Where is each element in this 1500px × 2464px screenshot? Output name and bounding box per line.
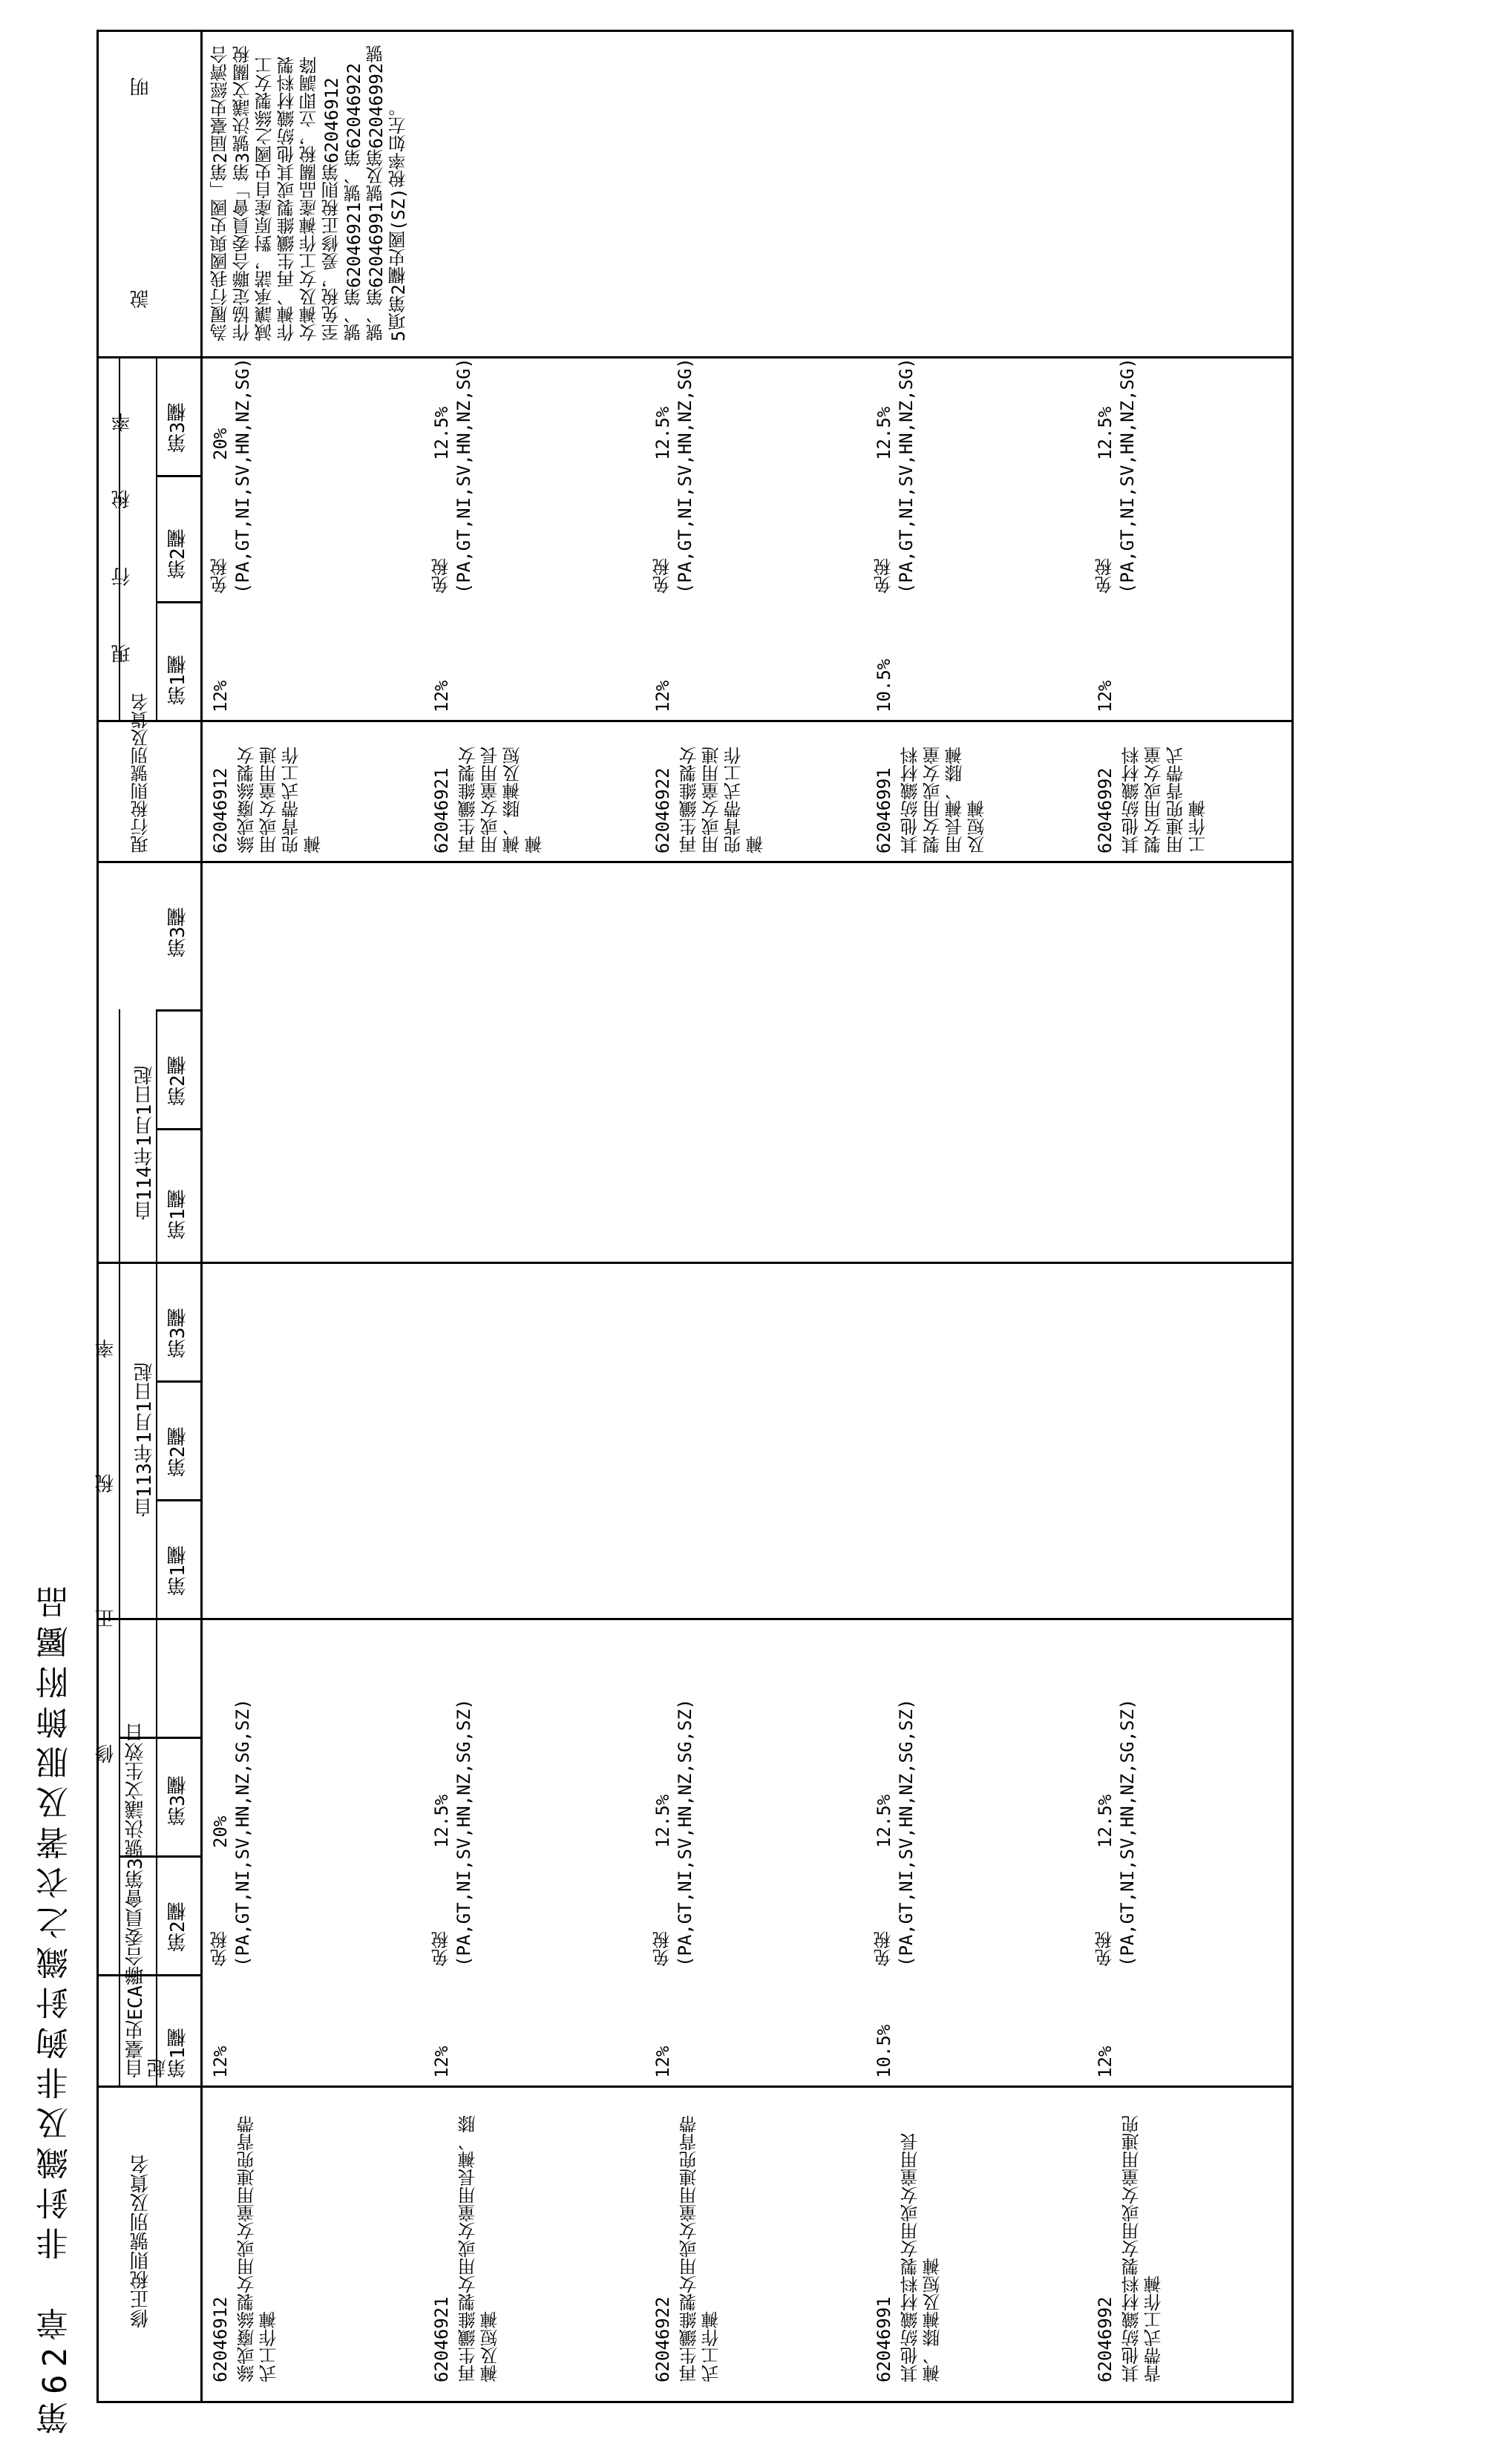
- header-col3: 第3欄: [167, 402, 189, 453]
- row5-c3: 12.5%: [1095, 1794, 1116, 1848]
- row2-current-code: 62046921: [431, 767, 452, 853]
- row2-code: 62046921: [431, 2296, 452, 2382]
- row4-current-c3: 12.5%: [874, 406, 894, 460]
- header-col2: 第2欄: [167, 528, 189, 579]
- row1-c3: 20%: [210, 1815, 231, 1848]
- row1-c1: 12%: [210, 2045, 231, 2078]
- row2-current-c2: 免稅(PA,GT,NI,SV,HN,NZ,SG): [431, 358, 474, 594]
- row4-current-c1: 10.5%: [874, 658, 894, 712]
- header-col2: 第2欄: [167, 1055, 189, 1106]
- row5-name: 其他紡織材料製女用或女童用連兜背帶式工作褲: [1121, 2115, 1165, 2382]
- row2-current-name: 再生纖維製女用或女童用長褲、膝褲及短褲: [458, 747, 546, 853]
- row5-c2: 免稅(PA,GT,NI,SV,HN,NZ,SG,SZ): [1095, 1698, 1138, 1967]
- row1-c2: 免稅(PA,GT,NI,SV,HN,NZ,SG,SZ): [210, 1698, 253, 1967]
- header-col3: 第3欄: [167, 1775, 189, 1826]
- row1-code: 62046912: [210, 2296, 231, 2382]
- row5-current-code: 62046992: [1095, 767, 1116, 853]
- header-revised-rate: 修 正 稅 率: [95, 1339, 117, 1763]
- row2-c2: 免稅(PA,GT,NI,SV,HN,NZ,SG,SZ): [431, 1698, 474, 1967]
- row1-current-c3: 20%: [210, 427, 231, 460]
- header-col2: 第2欄: [167, 1901, 189, 1952]
- row4-code: 62046991: [874, 2296, 894, 2382]
- remarks-text: 為履行我國與史國「第2屆臺史經濟合作協定聯合委員會」第3號決議文關稅減讓承諾，對原產自史國之絲製女工作褲、再生纖維製或其他紡織材料製女褲及女工作褲產品關稅，立即調降至免稅，爰修正稅則第62046912號、第62046921號、第62046922號、第62046991號及第62046992號5項第2欄史國(SZ)稅率如左。: [210, 45, 409, 341]
- row3-current-code: 62046922: [652, 767, 673, 853]
- row4-name: 其他紡織材料製女用或女童用長褲、膝褲及短褲: [900, 2133, 943, 2382]
- row2-c3: 12.5%: [431, 1794, 452, 1848]
- header-remarks: 說 明: [130, 77, 152, 309]
- row3-current-name: 再生纖維製女用或女童用連兜背帶式工作褲: [679, 747, 767, 853]
- header-col1: 第1欄: [167, 1189, 189, 1239]
- row1-current-name: 絲或廢絲製女用或女童用連兜背帶式工作褲: [237, 747, 324, 853]
- row4-c3: 12.5%: [874, 1794, 894, 1848]
- header-col1: 第1欄: [167, 2028, 189, 2078]
- row2-current-c1: 12%: [431, 680, 452, 712]
- row3-code: 62046922: [652, 2296, 673, 2382]
- row5-current-c2: 免稅(PA,GT,NI,SV,HN,NZ,SG): [1095, 358, 1138, 594]
- row5-current-name: 其他紡織材料製女用或女童用連兜背帶式工作褲: [1121, 747, 1209, 853]
- row4-current-name: 其他紡織材料製女用或女童用長褲、膝褲及短褲: [900, 747, 988, 853]
- row4-current-c2: 免稅(PA,GT,NI,SV,HN,NZ,SG): [874, 358, 917, 594]
- row1-current-c1: 12%: [210, 680, 231, 712]
- row5-c1: 12%: [1095, 2045, 1116, 2078]
- row4-c2: 免稅(PA,GT,NI,SV,HN,NZ,SG,SZ): [874, 1698, 917, 1967]
- header-group-114: 自114年1月1日起: [134, 1065, 156, 1221]
- header-col3: 第3欄: [167, 907, 189, 957]
- row5-current-c3: 12.5%: [1095, 406, 1116, 460]
- header-col3: 第3欄: [167, 1308, 189, 1358]
- row3-name: 再生纖維製女用或女童用連兜背帶式工作褲: [679, 2115, 722, 2382]
- row2-c1: 12%: [431, 2045, 452, 2078]
- header-col2: 第2欄: [167, 1426, 189, 1477]
- row2-current-c3: 12.5%: [431, 406, 452, 460]
- row5-code: 62046992: [1095, 2296, 1116, 2382]
- header-current-rate: 現 行 稅 率: [111, 413, 134, 663]
- header-col1: 第1欄: [167, 655, 189, 705]
- header-revised-code-name: 修正稅則號別及貨名: [130, 2155, 152, 2328]
- header-current-code-name: 現行稅則號別及貨名: [131, 693, 151, 853]
- row3-current-c3: 12.5%: [652, 406, 673, 460]
- row1-current-c2: 免稅(PA,GT,NI,SV,HN,NZ,SG): [210, 358, 253, 594]
- row3-current-c2: 免稅(PA,GT,NI,SV,HN,NZ,SG): [652, 358, 695, 594]
- row4-current-code: 62046991: [874, 767, 894, 853]
- row1-name: 絲或廢絲製女用或女童用連兜背帶式工作褲: [237, 2115, 280, 2382]
- row2-name: 再生纖維製女用或女童用長褲、膝褲及短褲: [458, 2115, 501, 2382]
- header-group-eca: 自臺史ECA聯合委員會第3號決議文生效日起: [125, 1723, 169, 2078]
- row3-current-c1: 12%: [652, 680, 673, 712]
- row1-current-code: 62046912: [210, 767, 231, 853]
- row4-c1: 10.5%: [874, 2024, 894, 2078]
- row3-c1: 12%: [652, 2045, 673, 2078]
- row5-current-c1: 12%: [1095, 680, 1116, 712]
- header-group-113: 自113年1月1日起: [134, 1362, 156, 1518]
- page-title: 第62章 非針織及非鉤針織之衣著及服飾附屬品: [36, 1579, 74, 2434]
- header-col1: 第1欄: [167, 1545, 189, 1596]
- row3-c3: 12.5%: [652, 1794, 673, 1848]
- row3-c2: 免稅(PA,GT,NI,SV,HN,NZ,SG,SZ): [652, 1698, 695, 1967]
